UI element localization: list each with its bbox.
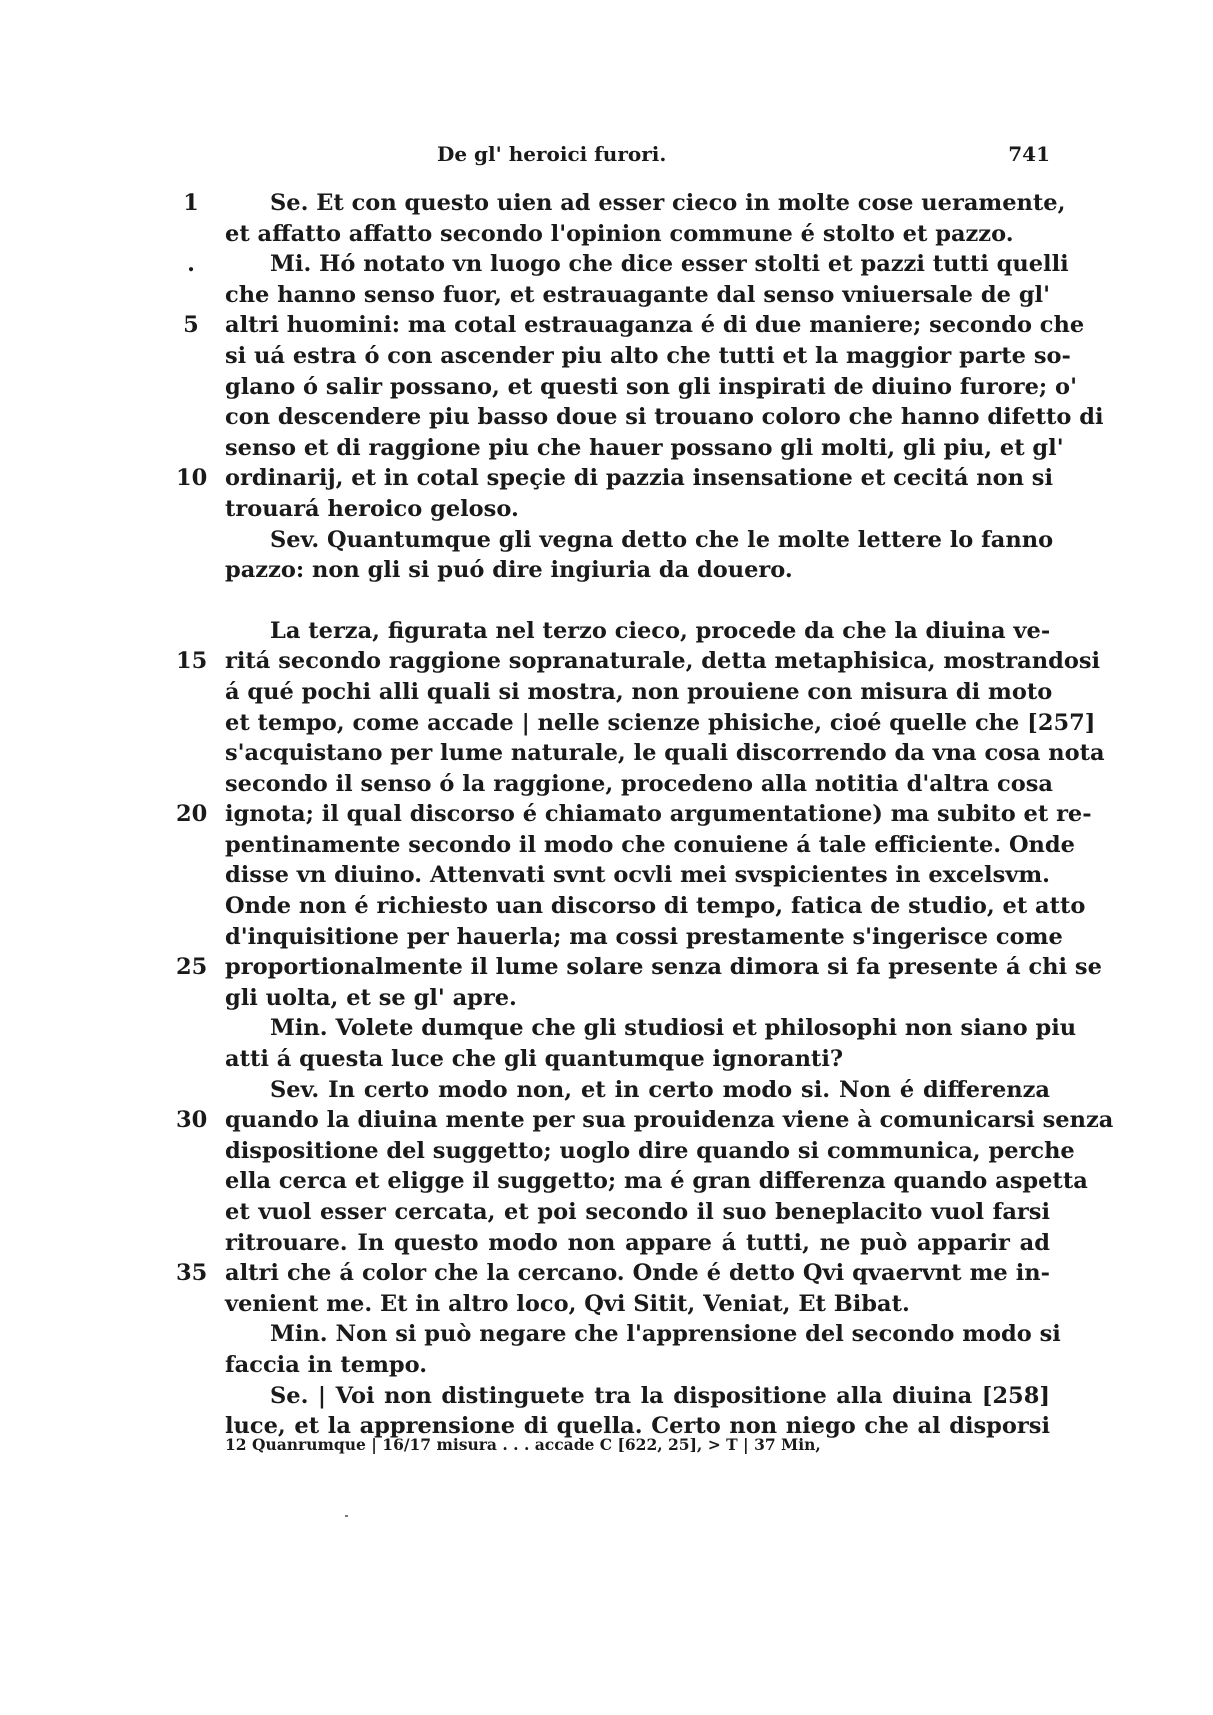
text-line bbox=[0, 188, 1213, 219]
page-number: 741 bbox=[1008, 142, 1050, 166]
line-text: trouará heroico geloso. bbox=[225, 495, 519, 522]
line-number: 30 bbox=[176, 1107, 208, 1134]
line-number: 25 bbox=[176, 954, 208, 981]
text-line bbox=[0, 402, 1213, 433]
line-text: et tempo, come accade | nelle scienze phisiche, cioé quelle che [257] bbox=[225, 709, 1096, 736]
text-line bbox=[0, 1350, 1213, 1381]
line-text: Se. | Voi non distinguete tra la dispositione alla diuina [258] bbox=[270, 1382, 1050, 1409]
text-line bbox=[0, 1258, 1213, 1289]
line-text: ritrouare. In questo modo non appare á tutti, ne può apparir ad bbox=[225, 1229, 1050, 1256]
line-number: 15 bbox=[176, 648, 208, 675]
line-text: La terza, figurata nel terzo cieco, procede da che la diuina ve- bbox=[270, 617, 1051, 644]
text-line bbox=[0, 830, 1213, 861]
line-text: altri che á color che la cercano. Onde é detto Qvi qvaervnt me in- bbox=[225, 1260, 1050, 1287]
line-text: luce, et la apprensione di quella. Certo non niego che al disporsi bbox=[225, 1413, 1050, 1440]
text-line bbox=[0, 555, 1213, 586]
line-text: et vuol esser cercata, et poi secondo il suo beneplacito vuol farsi bbox=[225, 1199, 1050, 1225]
text-line bbox=[0, 677, 1213, 708]
line-text: Sev. In certo modo non, et in certo modo si. Non é differenza bbox=[270, 1076, 1050, 1103]
line-text: á qué pochi alli quali si mostra, non prouiene con misura di moto bbox=[225, 678, 1053, 705]
text-line bbox=[0, 708, 1213, 739]
text-line bbox=[0, 922, 1213, 953]
line-number: 35 bbox=[176, 1260, 208, 1287]
running-title: De gl' heroici furori. bbox=[437, 142, 667, 166]
line-text: dispositione del suggetto; uoglo dire quando si communica, perche bbox=[225, 1137, 1075, 1164]
line-number: 20 bbox=[176, 801, 208, 828]
line-number: 5 bbox=[183, 312, 199, 339]
text-line bbox=[0, 1228, 1213, 1259]
line-text: venient me. Et in altro loco, Qvi Sitit, Veniat, Et Bibat. bbox=[225, 1290, 910, 1317]
text-line bbox=[0, 249, 1213, 280]
text-line bbox=[0, 310, 1213, 341]
line-number: 1 bbox=[183, 190, 199, 216]
text-line bbox=[0, 1319, 1213, 1350]
line-text: Min. Non si può negare che l'apprensione del secondo modo si bbox=[270, 1321, 1061, 1348]
text-line bbox=[0, 616, 1213, 647]
line-text: Mi. Hó notato vn luogo che dice esser stolti et pazzi tutti quelli bbox=[270, 251, 1069, 278]
text-line bbox=[0, 860, 1213, 891]
line-text: con descendere piu basso doue si trouano coloro che hanno difetto di bbox=[225, 404, 1104, 431]
line-text: altri huomini: ma cotal estrauaganza é di due maniere; secondo che bbox=[225, 312, 1085, 339]
text-line bbox=[0, 1166, 1213, 1197]
text-line bbox=[0, 494, 1213, 525]
line-text: ordinarij, et in cotal speçie di pazzia insensatione et cecitá non si bbox=[225, 465, 1054, 492]
line-text: ignota; il qual discorso é chiamato argumentatione) ma subito et re- bbox=[225, 801, 1092, 828]
line-text: d'inquisitione per hauerla; ma cossi prestamente s'ingerisce come bbox=[225, 923, 1063, 950]
body-text bbox=[0, 188, 1213, 1442]
text-line bbox=[0, 1289, 1213, 1320]
text-line bbox=[0, 983, 1213, 1014]
text-line bbox=[0, 799, 1213, 830]
text-line bbox=[0, 1381, 1213, 1412]
line-text: Onde non é richiesto uan discorso di tempo, fatica de studio, et atto bbox=[225, 893, 1086, 920]
line-text: s'acquistano per lume naturale, le quali discorrendo da vna cosa nota bbox=[225, 740, 1105, 767]
line-text: si uá estra ó con ascender piu alto che tutti et la maggior parte so- bbox=[225, 342, 1071, 369]
text-line bbox=[0, 280, 1213, 311]
line-text: et affatto affatto secondo l'opinion commune é stolto et pazzo. bbox=[225, 220, 1014, 247]
text-line bbox=[0, 891, 1213, 922]
text-line bbox=[0, 372, 1213, 403]
text-line bbox=[0, 1013, 1213, 1044]
line-text: pentinamente secondo il modo che conuiene á tale efficiente. Onde bbox=[225, 831, 1075, 858]
line-text: ritá secondo raggione sopranaturale, detta metaphisica, mostrandosi bbox=[225, 648, 1101, 675]
text-line bbox=[0, 525, 1213, 556]
line-text: senso et di raggione piu che hauer possano gli molti, gli piu, et gl' bbox=[225, 434, 1064, 461]
text-line bbox=[0, 1044, 1213, 1075]
line-text: disse vn diuino. Attenvati svnt ocvli mei svspicientes in excelsvm. bbox=[225, 862, 1050, 889]
line-number: . bbox=[187, 251, 195, 278]
text-line bbox=[0, 1075, 1213, 1106]
line-text: atti á questa luce che gli quantumque ignoranti? bbox=[225, 1046, 844, 1073]
print-speck bbox=[345, 1515, 348, 1517]
line-text: Sev. Quantumque gli vegna detto che le molte lettere lo fanno bbox=[270, 526, 1054, 553]
text-line bbox=[0, 1105, 1213, 1136]
text-line bbox=[0, 341, 1213, 372]
line-text: faccia in tempo. bbox=[225, 1351, 428, 1378]
text-line bbox=[0, 646, 1213, 677]
line-text: gli uolta, et se gl' apre. bbox=[225, 984, 517, 1011]
line-text: ella cerca et eligge il suggetto; ma é gran differenza quando aspetta bbox=[225, 1168, 1088, 1195]
line-text: Se. Et con questo uien ad esser cieco in molte cose ueramente, bbox=[270, 190, 1066, 216]
line-text: secondo il senso ó la raggione, procedeno alla notitia d'altra cosa bbox=[225, 770, 1053, 797]
text-line bbox=[0, 952, 1213, 983]
text-line bbox=[0, 433, 1213, 464]
footnote-apparatus: 12 Quanrumque | 16/17 misura . . . accade C [622, 25], > T | 37 Min, bbox=[225, 1435, 821, 1454]
line-text: che hanno senso fuor, et estrauagante dal senso vniuersale de gl' bbox=[225, 281, 1050, 308]
text-line bbox=[0, 463, 1213, 494]
line-text: Min. Volete dumque che gli studiosi et philosophi non siano piu bbox=[270, 1015, 1077, 1042]
text-line bbox=[0, 1197, 1213, 1228]
text-line bbox=[0, 219, 1213, 250]
line-text: proportionalmente il lume solare senza dimora si fa presente á chi se bbox=[225, 954, 1102, 981]
text-line bbox=[0, 738, 1213, 769]
text-line bbox=[0, 1136, 1213, 1167]
running-header bbox=[225, 142, 1050, 172]
line-text: pazzo: non gli si puó dire ingiuria da douero. bbox=[225, 557, 793, 584]
line-text: quando la diuina mente per sua prouidenza viene à comunicarsi senza bbox=[225, 1107, 1114, 1134]
line-text: glano ó salir possano, et questi son gli inspirati de diuino furore; o' bbox=[225, 373, 1077, 400]
line-number: 10 bbox=[176, 465, 208, 492]
text-line bbox=[0, 769, 1213, 800]
